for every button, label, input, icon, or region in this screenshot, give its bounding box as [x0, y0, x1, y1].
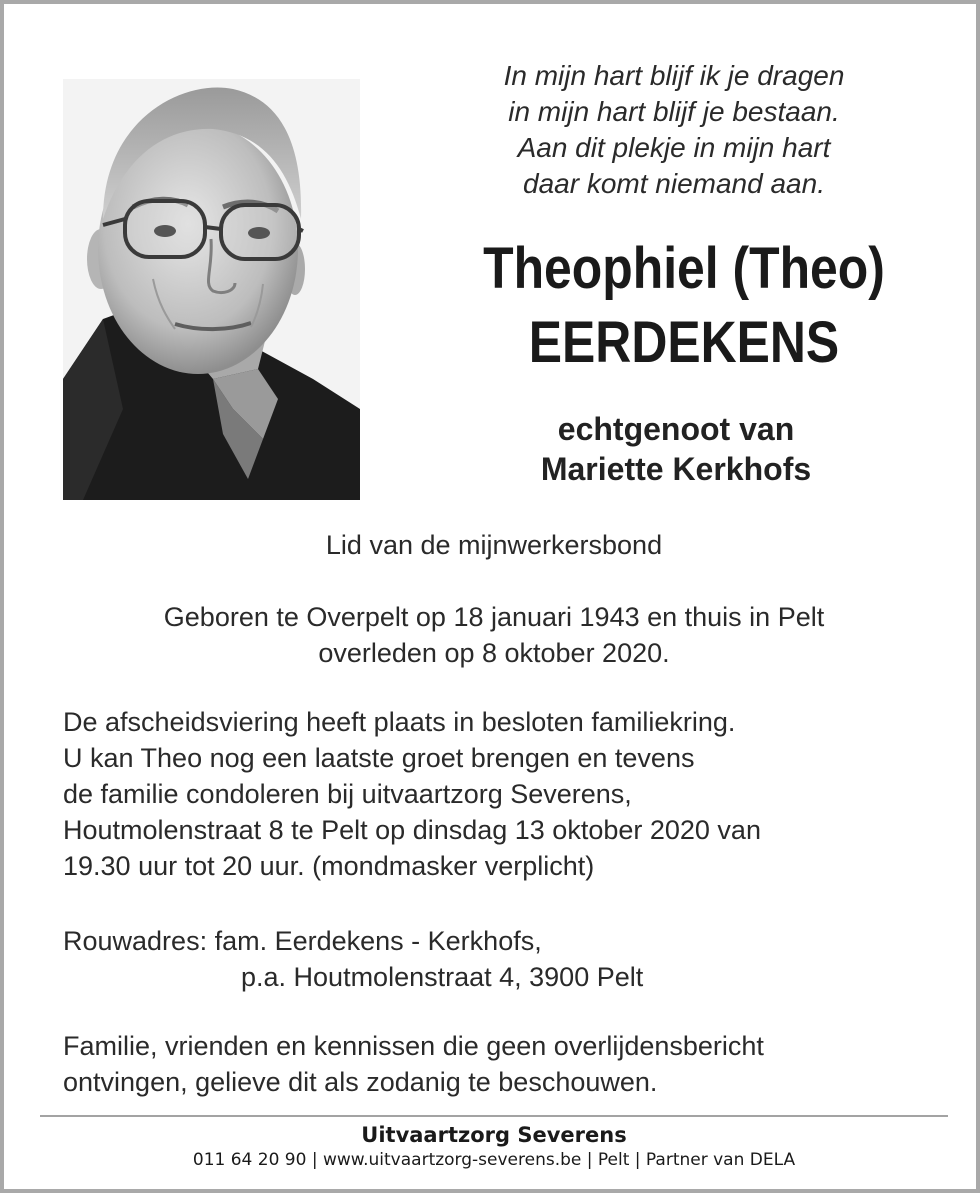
poem-line: Aan dit plekje in mijn hart — [517, 132, 831, 163]
footer-divider — [40, 1115, 948, 1117]
membership-text — [63, 527, 925, 563]
ceremony-line: Houtmolenstraat 8 te Pelt op dinsdag 13 oktober 2020 van — [63, 815, 761, 845]
portrait-photo — [63, 79, 360, 500]
deceased-name — [460, 232, 907, 380]
poem-line: In mijn hart blijf ik je dragen — [503, 60, 845, 91]
spouse-info — [424, 409, 928, 489]
spouse-relation: echtgenoot van — [557, 411, 795, 447]
address-text — [63, 923, 943, 995]
poem-line: in mijn hart blijf je bestaan. — [508, 96, 840, 127]
ceremony-line: De afscheidsviering heeft plaats in besloten familiekring. — [63, 707, 736, 737]
notice-line: ontvingen, gelieve dit als zodanig te beschouwen. — [63, 1067, 658, 1097]
footer-company: Uitvaartzorg Severens — [361, 1123, 627, 1147]
ceremony-text — [63, 704, 943, 884]
address-line: Rouwadres: fam. Eerdekens - Kerkhofs, — [63, 926, 542, 956]
spouse-name: Mariette Kerkhofs — [540, 451, 812, 487]
birth-line: Geboren te Overpelt op 18 januari 1943 en thuis in Pelt — [163, 602, 825, 632]
poem — [424, 58, 924, 202]
poem-line: daar komt niemand aan. — [523, 168, 825, 199]
death-line: overleden op 8 oktober 2020. — [318, 638, 670, 668]
notice-text — [63, 1028, 943, 1100]
ceremony-line: 19.30 uur tot 20 uur. (mondmasker verplicht) — [63, 851, 595, 881]
deceased-last-name: EERDEKENS — [528, 310, 840, 375]
notice-line: Familie, vrienden en kennissen die geen overlijdensbericht — [63, 1031, 764, 1061]
birth-death-text — [63, 599, 925, 671]
deceased-first-name: Theophiel (Theo) — [483, 236, 885, 301]
membership-line: Lid van de mijnwerkersbond — [325, 530, 663, 560]
address-line: p.a. Houtmolenstraat 4, 3900 Pelt — [241, 962, 644, 992]
footer-contact: 011 64 20 90 | www.uitvaartzorg-severens.be | Pelt | Partner van DELA — [192, 1150, 796, 1170]
ceremony-line: U kan Theo nog een laatste groet brengen en tevens — [63, 743, 695, 773]
ceremony-line: de familie condoleren bij uitvaartzorg Severens, — [63, 779, 632, 809]
